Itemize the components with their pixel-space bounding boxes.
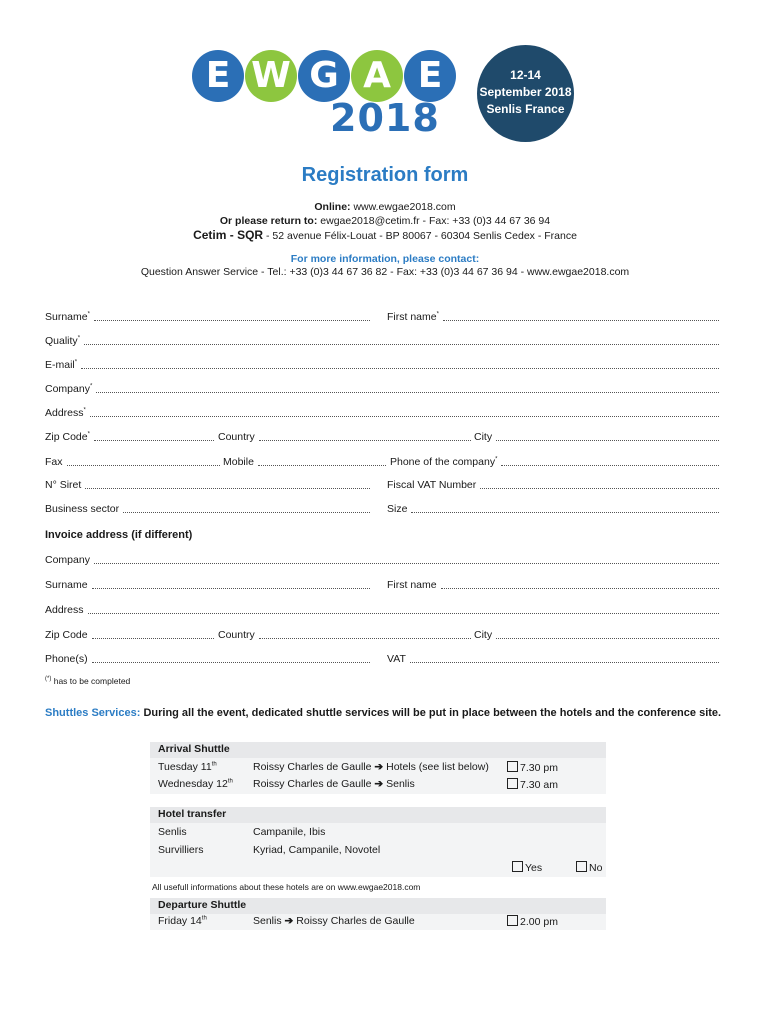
fax-label: Fax [45, 456, 63, 468]
fiscal-vat-field[interactable] [387, 477, 719, 491]
departure-time-option[interactable]: 2.00 pm [507, 915, 558, 928]
invoice-vat-field[interactable] [387, 651, 719, 665]
required-note-text: has to be completed [53, 676, 131, 686]
contact-heading: For more information, please contact: [290, 253, 480, 265]
logo-letter: W [245, 50, 297, 102]
invoice-surname-label: Surname [45, 579, 88, 591]
address-field[interactable]: Address* [45, 405, 719, 419]
online-label: Online: [314, 201, 351, 213]
invoice-zip-field[interactable] [45, 627, 214, 641]
checkbox-icon[interactable] [512, 861, 523, 872]
logo-letter: E [404, 50, 456, 102]
logo-letter: A [351, 50, 403, 102]
country-label: Country [218, 431, 255, 443]
mobile-label: Mobile [223, 456, 254, 468]
ewgae-logo [192, 50, 457, 102]
hotel-town: Survilliers [158, 844, 204, 856]
info-return [0, 214, 770, 229]
shuttles-label: Shuttles Services: [45, 707, 141, 719]
logo-letter: E [192, 50, 244, 102]
invoice-zip-label: Zip Code [45, 629, 88, 641]
business-sector-label: Business sector [45, 503, 120, 515]
arrival-heading: Arrival Shuttle [158, 743, 230, 755]
city-field[interactable] [474, 429, 719, 443]
hotel-heading: Hotel transfer [158, 808, 227, 820]
invoice-company-field[interactable] [45, 552, 719, 566]
fax-field[interactable] [45, 454, 220, 468]
zip-field[interactable]: Zip Code* [45, 429, 214, 443]
address-label: Address [45, 407, 84, 419]
date-line: 12-14 [510, 68, 541, 82]
invoice-first-name-field[interactable] [387, 577, 719, 591]
date-line: Senlis France [486, 102, 565, 116]
checkbox-icon[interactable] [507, 915, 518, 926]
checkbox-icon[interactable] [507, 778, 518, 789]
invoice-company-label: Company [45, 554, 90, 566]
checkbox-icon[interactable] [507, 761, 518, 772]
invoice-phones-field[interactable] [45, 651, 370, 665]
return-value: ewgae2018@cetim.fr - Fax: +33 (0)3 44 67 36 94 [320, 215, 551, 227]
shuttles-intro [45, 707, 721, 719]
org-address: - 52 avenue Félix-Louat - BP 80067 - 60304 Senlis Cedex - France [266, 230, 577, 242]
arrow-right-icon: ➔ [284, 915, 294, 927]
company-field[interactable]: Company* [45, 381, 719, 395]
arrow-right-icon: ➔ [374, 778, 384, 790]
invoice-address-label: Address [45, 604, 84, 616]
online-link[interactable]: www.ewgae2018.com [353, 201, 456, 213]
invoice-first-name-label: First name [387, 579, 437, 591]
page-title: Registration form [301, 164, 469, 186]
hotel-names: Campanile, Ibis [253, 826, 326, 838]
return-label: Or please return to: [219, 215, 318, 227]
invoice-country-label: Country [218, 629, 255, 641]
fiscal-vat-label: Fiscal VAT Number [387, 479, 477, 491]
invoice-country-field[interactable] [218, 627, 471, 641]
arrival-day: Wednesday 12th [158, 778, 233, 790]
first-name-field[interactable]: First name* [387, 309, 719, 323]
hotel-yes-option[interactable]: Yes [512, 861, 542, 874]
quality-label: Quality [45, 335, 78, 347]
size-field[interactable] [387, 501, 719, 515]
logo-year: 2018 [330, 96, 440, 140]
phone-company-field[interactable]: Phone of the company* [390, 454, 719, 468]
first-name-label: First name [387, 311, 437, 323]
arrival-route: Roissy Charles de Gaulle ➔ Senlis [253, 778, 415, 790]
hotels-info: All usefull informations about these hotels are on www.ewgae2018.com [152, 882, 421, 892]
info-address [0, 228, 770, 244]
invoice-city-label: City [474, 629, 493, 641]
invoice-city-field[interactable] [474, 627, 719, 641]
hotel-names: Kyriad, Campanile, Novotel [253, 844, 381, 856]
email-field[interactable]: E-mail* [45, 357, 719, 371]
shuttles-text: During all the event, dedicated shuttle services will be put in place between the hotels and the conference site. [143, 707, 722, 719]
phone-company-label: Phone of the company [390, 456, 496, 468]
quality-field[interactable]: Quality* [45, 333, 719, 347]
date-line: September 2018 [479, 85, 572, 99]
invoice-surname-field[interactable] [45, 577, 370, 591]
departure-day: Friday 14th [158, 915, 207, 927]
required-note: (*) has to be completed [45, 676, 131, 686]
mobile-field[interactable] [223, 454, 386, 468]
arrival-time-option[interactable]: 7.30 am [507, 778, 558, 791]
checkbox-icon[interactable] [576, 861, 587, 872]
siret-label: N° Siret [45, 479, 82, 491]
company-label: Company [45, 383, 90, 395]
arrow-right-icon: ➔ [374, 761, 384, 773]
invoice-heading: Invoice address (if different) [45, 529, 193, 541]
surname-label: Surname [45, 311, 88, 323]
arrival-route: Roissy Charles de Gaulle ➔ Hotels (see list below) [253, 761, 489, 773]
departure-heading: Departure Shuttle [158, 899, 247, 911]
departure-route: Senlis ➔ Roissy Charles de Gaulle [253, 915, 415, 927]
business-sector-field[interactable] [45, 501, 370, 515]
hotel-no-option[interactable]: No [576, 861, 602, 874]
email-label: E-mail [45, 359, 75, 371]
country-field[interactable] [218, 429, 471, 443]
info-online [0, 200, 770, 215]
logo-letter: G [298, 50, 350, 102]
invoice-phones-label: Phone(s) [45, 653, 88, 665]
arrival-day: Tuesday 11th [158, 761, 217, 773]
invoice-address-field[interactable] [45, 602, 719, 616]
date-badge [477, 45, 574, 142]
surname-field[interactable]: Surname* [45, 309, 370, 323]
arrival-time-option[interactable]: 7.30 pm [507, 761, 558, 774]
org-name: Cetim - SQR [193, 228, 264, 242]
siret-field[interactable] [45, 477, 370, 491]
invoice-vat-label: VAT [387, 653, 406, 665]
size-label: Size [387, 503, 408, 515]
zip-label: Zip Code [45, 431, 88, 443]
contact-line: Question Answer Service - Tel.: +33 (0)3 44 67 36 82 - Fax: +33 (0)3 44 67 36 94 - www.ewgae2018.com [140, 266, 630, 278]
hotel-town: Senlis [158, 826, 187, 838]
city-label: City [474, 431, 493, 443]
